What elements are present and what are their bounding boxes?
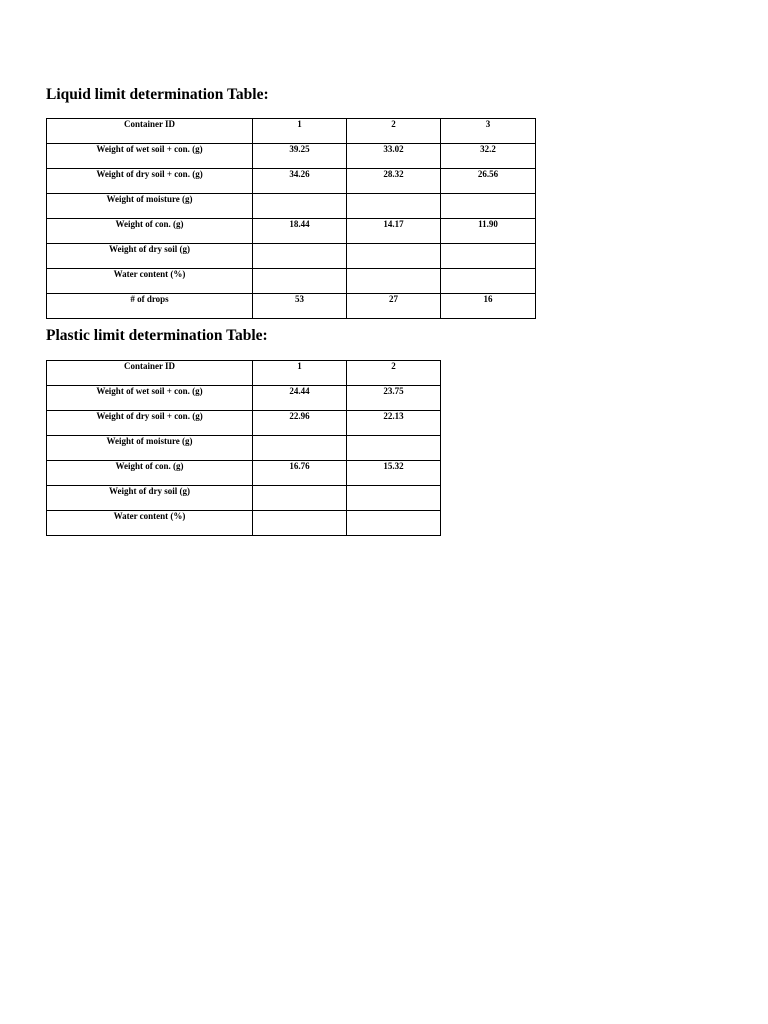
header-cell: 2 (347, 361, 441, 386)
value-cell: 15.32 (347, 461, 441, 486)
table-header-row (47, 361, 441, 386)
header-cell: 2 (347, 119, 441, 144)
row-label-cell: Weight of dry soil (g) (47, 244, 253, 269)
row-label-cell: Water content (%) (47, 511, 253, 536)
value-cell (441, 194, 536, 219)
value-cell: 53 (253, 294, 347, 319)
liquid-limit-table (46, 118, 536, 319)
table-row (47, 436, 441, 461)
value-cell: 16 (441, 294, 536, 319)
table-row (47, 194, 536, 219)
value-cell (347, 486, 441, 511)
row-label-cell: Weight of dry soil + con. (g) (47, 411, 253, 436)
value-cell: 11.90 (441, 219, 536, 244)
value-cell: 14.17 (347, 219, 441, 244)
row-label-cell: Weight of dry soil (g) (47, 486, 253, 511)
value-cell: 27 (347, 294, 441, 319)
row-label-cell: Water content (%) (47, 269, 253, 294)
table-row (47, 411, 441, 436)
row-label-cell: Weight of wet soil + con. (g) (47, 386, 253, 411)
table-row (47, 144, 536, 169)
value-cell (347, 244, 441, 269)
header-cell: Container ID (47, 361, 253, 386)
value-cell: 23.75 (347, 386, 441, 411)
value-cell: 18.44 (253, 219, 347, 244)
value-cell (253, 511, 347, 536)
table-row (47, 219, 536, 244)
value-cell (253, 194, 347, 219)
value-cell: 28.32 (347, 169, 441, 194)
value-cell (253, 436, 347, 461)
value-cell: 16.76 (253, 461, 347, 486)
row-label-cell: Weight of dry soil + con. (g) (47, 169, 253, 194)
table-row (47, 461, 441, 486)
row-label-cell: Weight of con. (g) (47, 461, 253, 486)
value-cell (441, 244, 536, 269)
row-label-cell: Weight of moisture (g) (47, 194, 253, 219)
value-cell (347, 269, 441, 294)
row-label-cell: # of drops (47, 294, 253, 319)
value-cell: 39.25 (253, 144, 347, 169)
header-cell: Container ID (47, 119, 253, 144)
header-cell: 1 (253, 119, 347, 144)
plastic-limit-table (46, 360, 441, 536)
value-cell (253, 486, 347, 511)
value-cell (347, 436, 441, 461)
value-cell: 22.13 (347, 411, 441, 436)
table-row (47, 169, 536, 194)
value-cell (253, 269, 347, 294)
table-header-row (47, 119, 536, 144)
value-cell (441, 269, 536, 294)
value-cell: 34.26 (253, 169, 347, 194)
table-row (47, 486, 441, 511)
row-label-cell: Weight of con. (g) (47, 219, 253, 244)
table-row (47, 269, 536, 294)
table-row (47, 386, 441, 411)
value-cell (253, 244, 347, 269)
value-cell (347, 194, 441, 219)
table-row (47, 511, 441, 536)
header-cell: 1 (253, 361, 347, 386)
row-label-cell: Weight of wet soil + con. (g) (47, 144, 253, 169)
value-cell: 33.02 (347, 144, 441, 169)
plastic-limit-heading: Plastic limit determination Table: (46, 327, 268, 344)
table-row (47, 244, 536, 269)
row-label-cell: Weight of moisture (g) (47, 436, 253, 461)
header-cell: 3 (441, 119, 536, 144)
value-cell: 26.56 (441, 169, 536, 194)
value-cell: 32.2 (441, 144, 536, 169)
value-cell: 22.96 (253, 411, 347, 436)
value-cell: 24.44 (253, 386, 347, 411)
value-cell (347, 511, 441, 536)
liquid-limit-heading: Liquid limit determination Table: (46, 86, 269, 103)
table-row (47, 294, 536, 319)
